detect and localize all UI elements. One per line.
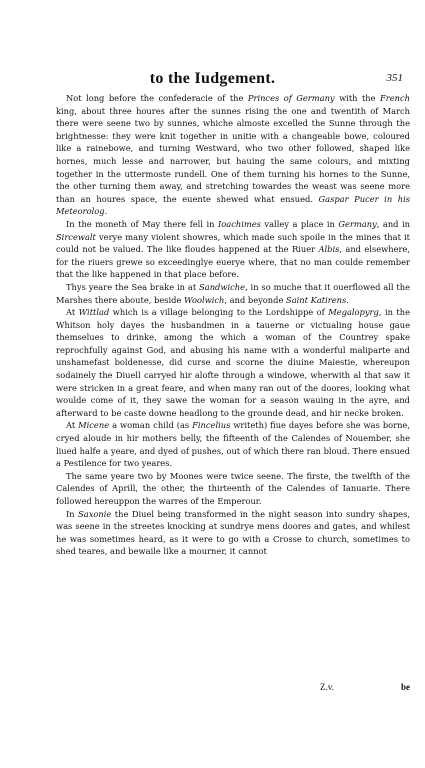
italic-run: Princes of Germany [247, 93, 335, 103]
paragraph [56, 419, 410, 469]
text-run: The same yeare two by Moones were twice seene. The firste, the twelfth of the Calendes of Aprill, the other, the thirteenth of the Calendes of Ianuarie. There followed hereuppon the warres of the Emperour. [56, 470, 410, 506]
catchword: be [401, 682, 410, 692]
signature-mark: Z.v. [320, 682, 334, 692]
text-run: At [66, 420, 79, 431]
text-run: , in so muche that it ouerflowed all the Marshes there aboute, beside [56, 281, 411, 305]
text-run: which is a village belonging to the Lordshippe of [109, 307, 329, 318]
running-title: to the Iudgement. [149, 70, 276, 87]
text-run: the Diuel being transformed in the night season into sundry shapes, was seene in the streetes knocking at sundrye mens doores and gates, and whilest he was sometimes heard, as it were to go with a Crosse to church, sometimes to shed teares, and bewaile like a mourner, it cannot [56, 508, 410, 557]
italic-run: Saint Katirens [286, 294, 347, 305]
paragraph [56, 92, 410, 218]
text-run: , and beyonde [224, 294, 287, 305]
paragraph [56, 281, 410, 306]
italic-run: Megalopyrg [328, 307, 379, 318]
paragraph [56, 508, 410, 558]
italic-run: French [380, 93, 410, 103]
text-run: valley a place in [260, 218, 339, 229]
text-run: At [66, 307, 79, 318]
italic-run: Sandwiche [199, 281, 246, 292]
italic-run: Wittlad [78, 307, 110, 318]
italic-run: Fincelius [192, 420, 231, 431]
text-run: a woman child (as [109, 420, 193, 431]
text-run: . [346, 294, 349, 305]
italic-run: Gaspar Pucer in his Meteorolog. [56, 193, 410, 217]
italic-run: Ioachimes [218, 218, 261, 229]
text-run: , and elsewhere, for the riuers grewe so exceedinglye euerye where, that no man coulde remember that the like happened in that place before. [56, 244, 410, 280]
text-run: In [66, 508, 79, 519]
paragraph [56, 470, 410, 508]
italic-run: Micene [78, 420, 110, 431]
text-run: Thys yeare the Sea brake in at [66, 281, 200, 292]
italic-run: Albis [318, 244, 340, 255]
italic-run: Woolwich [184, 294, 225, 305]
italic-run: Saxonie [78, 508, 112, 519]
italic-run: Sircewalt [56, 231, 96, 242]
text-run: writeth) fiue dayes before she was borne, cryed aloude in hir mothers belly, the fifteenth of the Calendes of Nouember, she liued halfe a yeare, and dyed of pushes, out of which there ran bloud. There ensued a Pestilence for two yeares. [56, 420, 410, 469]
paragraph [56, 218, 410, 281]
body-text [56, 92, 410, 558]
paragraph [56, 306, 410, 419]
page-header [0, 70, 425, 92]
page-number: 351 [386, 72, 403, 84]
text-run: with the [334, 93, 381, 103]
text-run: In the moneth of May there fell in [66, 218, 218, 229]
text-run: Not long before the confederacie of the [66, 93, 248, 103]
page-footer [56, 682, 410, 696]
text-run: king, about three houres after the sunnes rising the one and twentith of March there were seene two by sunnes, whiche almoste excelled the Sunne through the brightnesse: they were knit together in unitie with a changeable bowe, coloured like a rainebowe, and turning Westward, who two other followed, shaped like hornes, much lesse and narrower, but hauing the same colours, and mixting together in the uttermoste rundell. One of them turning his hornes to the Sunne, the other turning them away, and stretching towardes the weast was seene more than an houres space, the euente shewed what ensued. [56, 105, 410, 204]
text-run: , and in [376, 218, 410, 229]
text-run: , in the Whitson holy dayes the husbandmen in a tauerne or victualing house gaue themselues to drinke, among the which a woman of the Countrey spake reprochfully against God, and abusing his name with a wonderful maliparte and unshamefast boldenesse, did curse and scorne the diuine Maiestie, whereupon sodainely the Diuell carryed hir alofte through a windowe, wherwith al that saw it were stricken in a great feare, and when many ran out of the doores, looking what woulde come of it, they sawe the woman for a season wauing in the ayre, and afterward to be caste downe headlong to the grounde dead, and hir necke broken. [56, 307, 411, 418]
italic-run: Germany [338, 218, 377, 229]
text-run: verye many violent showres, which made such spoile in the mines that it could not be valued. The like floudes happened at the Riuer [56, 231, 410, 255]
